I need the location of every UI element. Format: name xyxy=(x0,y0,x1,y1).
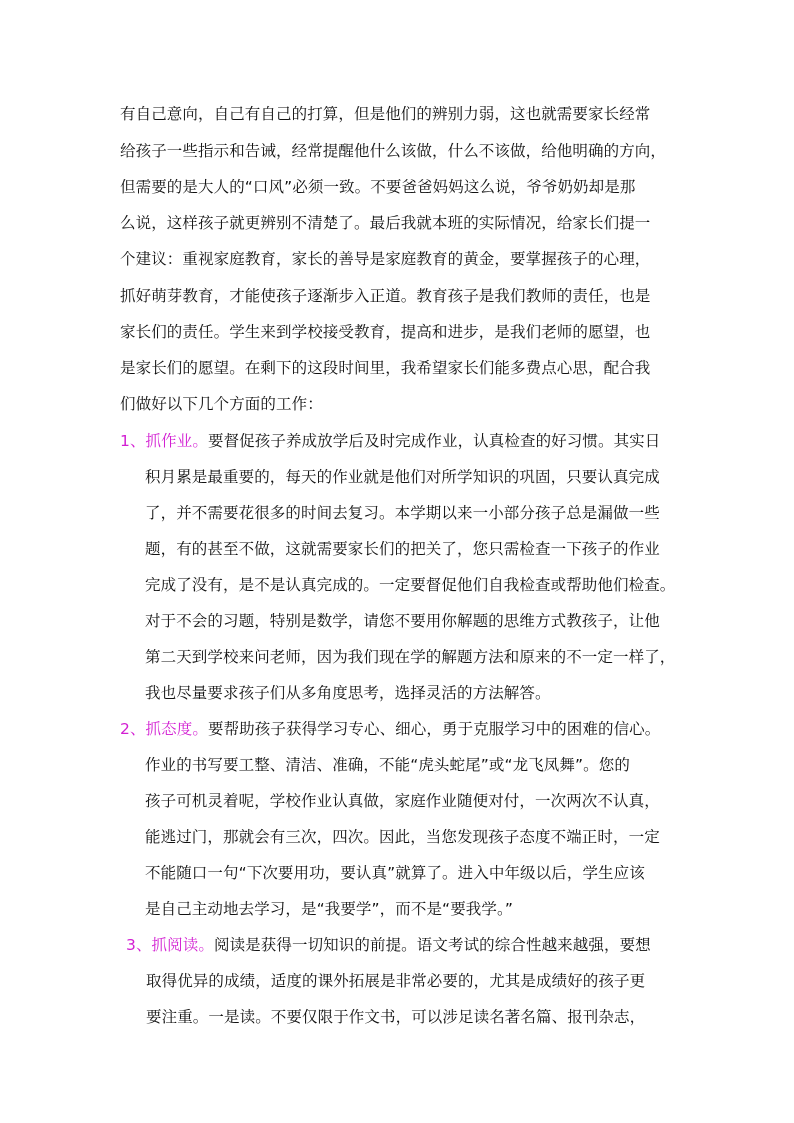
intro-line: 么说，这样孩子就更辨别不清楚了。最后我就本班的实际情况，给家长们提一 xyxy=(120,214,651,232)
section-2-lead-text: 要帮助孩子获得学习专心、细心，勇于克服学习中的困难的信心。 xyxy=(207,720,661,738)
section-1-line: 第二天到学校来问老师，因为我们现在学的解题方法和原来的不一定一样了， xyxy=(145,648,676,666)
section-1-line: 了，并不需要花很多的时间去复习。本学期以来一小部分孩子总是漏做一些 xyxy=(145,504,660,522)
section-1-lead-text: 要督促孩子养成放学后及时完成作业，认真检查的好习惯。其实日 xyxy=(207,432,661,450)
intro-line: 个建议：重视家庭教育，家长的善导是家庭教育的黄金，要掌握孩子的心理， xyxy=(120,250,651,268)
section-3-heading: 3、抓阅读。 xyxy=(126,936,214,954)
intro-line: 们做好以下几个方面的工作： xyxy=(120,395,323,413)
section-1-line: 题，有的甚至不做，这就需要家长们的把关了，您只需检查一下孩子的作业 xyxy=(145,540,660,558)
section-3-line: 取得优异的成绩，适度的课外拓展是非常必要的，尤其是成绩好的孩子更 xyxy=(146,972,646,990)
section-2-heading: 2、抓态度。 xyxy=(120,720,208,738)
section-2-line: 能逃过门，那就会有三次，四次。因此，当您发现孩子态度不端正时，一定 xyxy=(145,828,660,846)
section-2-line: 是自己主动地去学习，是“我要学”，而不是“要我学。” xyxy=(145,900,513,918)
section-2-line: 不能随口一句“下次要用功，要认真”就算了。进入中年级以后，学生应该 xyxy=(145,864,645,882)
section-1-line: 我也尽量要求孩子们从多角度思考，选择灵活的方法解答。 xyxy=(145,684,551,702)
section-1-first-line xyxy=(120,431,660,451)
section-3-line: 要注重。一是读。不要仅限于作文书，可以涉足读名著名篇、报刊杂志， xyxy=(146,1008,646,1026)
intro-line: 抓好萌芽教育，才能使孩子逐渐步入正道。教育孩子是我们教师的责任，也是 xyxy=(120,287,651,305)
intro-line: 有自己意向，自己有自己的打算，但是他们的辨别力弱，这也就需要家长经常 xyxy=(120,105,651,123)
intro-line: 家长们的责任。学生来到学校接受教育，提高和进步，是我们老师的愿望，也 xyxy=(120,323,651,341)
intro-line: 是家长们的愿望。在剩下的这段时间里，我希望家长们能多费点心思，配合我 xyxy=(120,359,651,377)
section-2-line: 作业的书写要工整、清洁、准确，不能“虎头蛇尾”或“龙飞凤舞”。您的 xyxy=(145,756,630,774)
section-3-lead-text: 阅读是获得一切知识的前提。语文考试的综合性越来越强，要想 xyxy=(213,936,651,954)
section-1-line: 完成了没有，是不是认真完成的。一定要督促他们自我检查或帮助他们检查。 xyxy=(145,576,676,594)
section-2-line: 孩子可机灵着呢，学校作业认真做，家庭作业随便对付，一次两次不认真， xyxy=(145,792,660,810)
section-1-heading: 1、抓作业。 xyxy=(120,432,208,450)
section-2-first-line xyxy=(120,719,660,739)
section-1-line: 积月累是最重要的，每天的作业就是他们对所学知识的巩固，只要认真完成 xyxy=(145,468,660,486)
section-3-first-line xyxy=(126,935,651,955)
intro-line: 但需要的是大人的“口风”必须一致。不要爸爸妈妈这么说，爷爷奶奶却是那 xyxy=(120,178,636,196)
section-1-line: 对于不会的习题，特别是数学，请您不要用你解题的思维方式教孩子，让他 xyxy=(145,612,660,630)
intro-line: 给孩子一些指示和告诫，经常提醒他什么该做，什么不该做，给他明确的方向， xyxy=(120,142,667,160)
